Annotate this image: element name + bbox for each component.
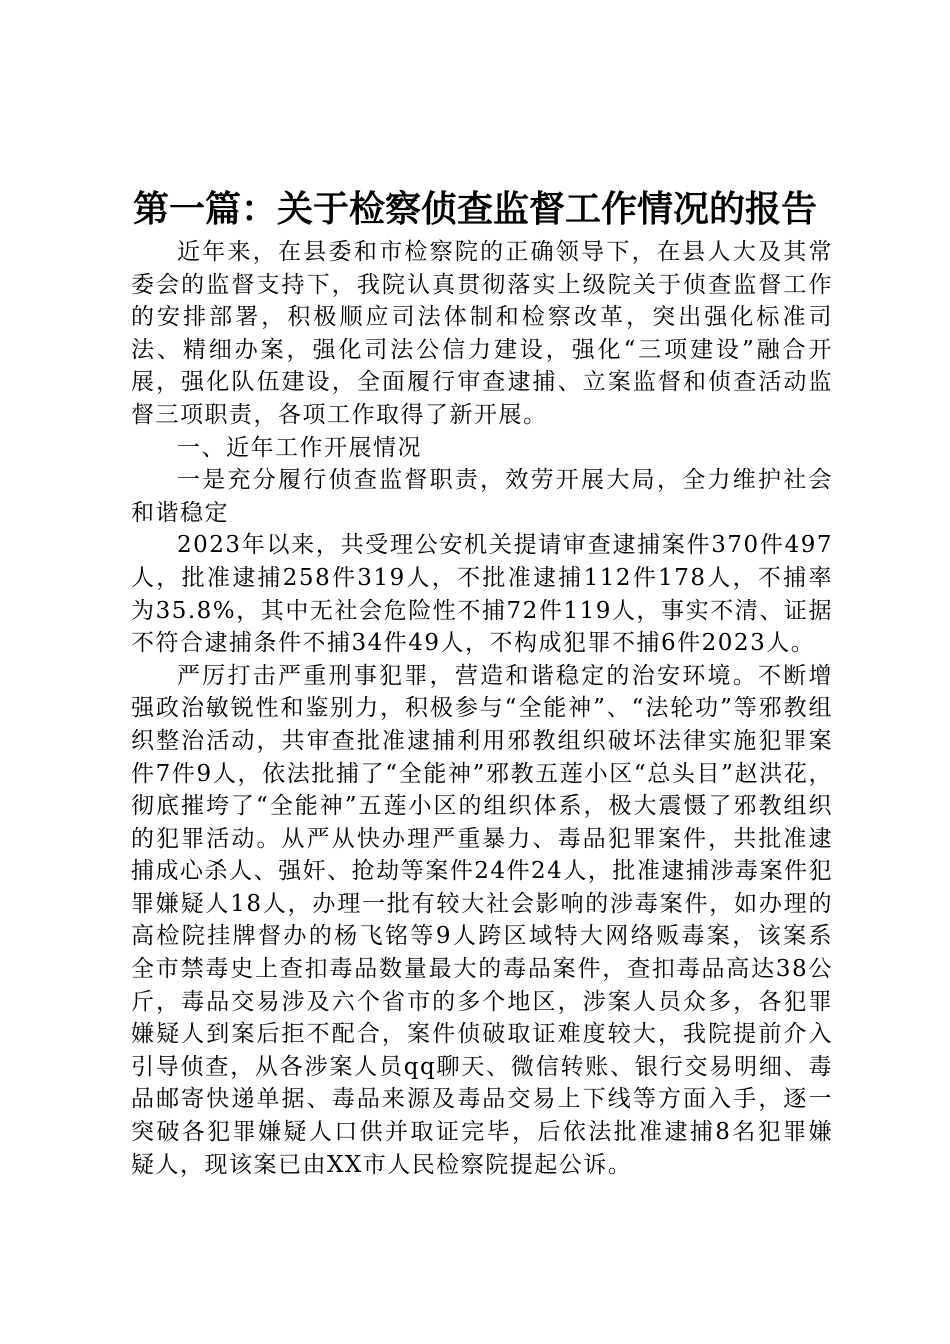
- paragraph-statistics: 2023年以来，共受理公安机关提请审查逮捕案件370件497人，批准逮捕258件319人，不批准逮捕112件178人，不捕率为35.8%，其中无社会危险性不捕72件119人，事实不清、证据不符合逮捕条件不捕34件49人，不构成犯罪不捕6件2023人。: [131, 532, 833, 657]
- subsection-heading: 一是充分履行侦查监督职责，效劳开展大局，全力维护社会和谐稳定: [131, 467, 833, 526]
- paragraph-intro: 近年来，在县委和市检察院的正确领导下，在县人大及其常委会的监督支持下，我院认真贯彻落实上级院关于侦查监督工作的安排部署，积极顺应司法体制和检察改革，突出强化标准司法、精细办案，强化司法公信力建设，强化“三项建设”融合开展，强化队伍建设，全面履行审查逮捕、立案监督和侦查活动监督三项职责，各项工作取得了新开展。: [131, 239, 833, 428]
- paragraph-crime-crackdown: 严厉打击严重刑事犯罪，营造和谐稳定的治安环境。不断增强政治敏锐性和鉴别力，积极参与“全能神”、“法轮功”等邪教组织整治活动，共审查批准逮捕利用邪教组织破坏法律实施犯罪案件7件9人，依法批捕了“全能神”邪教五莲小区“总头目”赵洪花，彻底摧垮了“全能神”五莲小区的组织体系，极大震慑了邪教组织的犯罪活动。从严从快办理严重暴力、毒品犯罪案件，共批准逮捕成心杀人、强奸、抢劫等案件24件24人，批准逮捕涉毒案件犯罪嫌疑人18人，办理一批有较大社会影响的涉毒案件，如办理的高检院挂牌督办的杨飞铭等9人跨区域特大网络贩毒案，该案系全市禁毒史上查扣毒品数量最大的毒品案件，查扣毒品高达38公斤，毒品交易涉及六个省市的多个地区，涉案人员众多，各犯罪嫌疑人到案后拒不配合，案件侦破取证难度较大，我院提前介入引导侦查，从各涉案人员qq聊天、微信转账、银行交易明细、毒品邮寄快递单据、毒品来源及毒品交易上下线等方面入手，逐一突破各犯罪嫌疑人口供并取证完毕，后依法批准逮捕8名犯罪嫌疑人，现该案已由XX市人民检察院提起公诉。: [131, 662, 833, 1178]
- document-title: 第一篇：关于检察侦查监督工作情况的报告: [132, 188, 817, 230]
- section-heading: 一、近年工作开展情况: [177, 434, 422, 461]
- document-body: [131, 236, 833, 1181]
